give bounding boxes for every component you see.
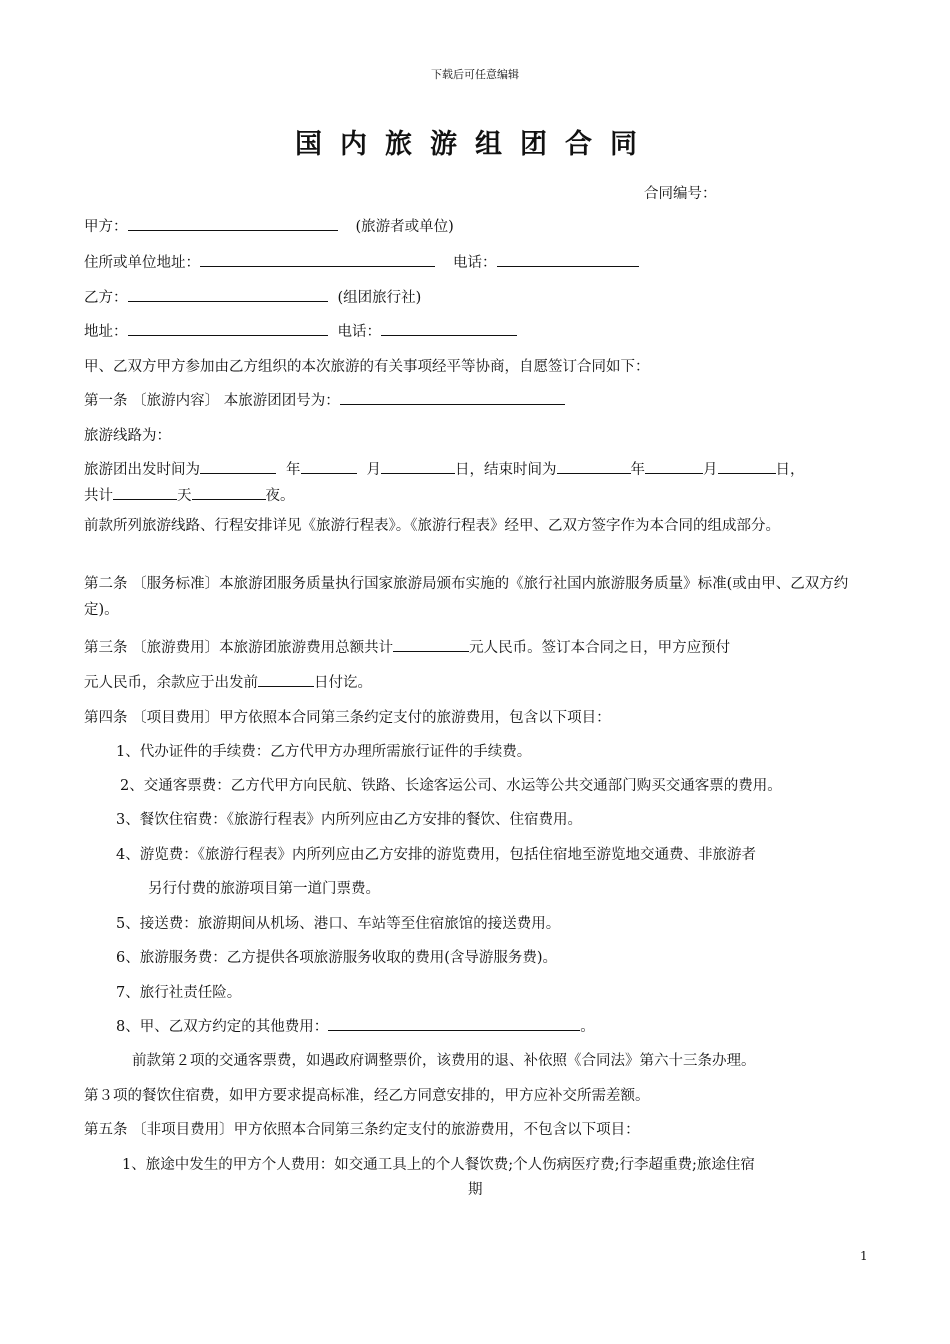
nights-blank[interactable] xyxy=(192,485,266,500)
article4-item5: 5、接送费：旅游期间从机场、港口、车站等至住宿旅馆的接送费用。 xyxy=(116,916,561,932)
day-label: 日， xyxy=(775,462,805,478)
article4-item2: 2、交通客票费：乙方代甲方向民航、铁路、长途客运公司、水运等公共交通部门购买交通客票的费用。 xyxy=(120,778,782,794)
party-a-label: 甲方： xyxy=(84,219,128,235)
article5-label: 第五条 〔非项目费用〕甲方依照本合同第三条约定支付的旅游费用，不包含以下项目： xyxy=(84,1122,640,1138)
article2-text: 第二条 〔服务标准〕本旅游团服务质量执行国家旅游局颁布实施的《旅行社国内旅游服务质量》标准(或由甲、乙双方约定)。 xyxy=(84,576,849,618)
address-b-blank[interactable] xyxy=(128,321,328,336)
year-label: 年 xyxy=(286,462,301,478)
article4-item7: 7、旅行社责任险。 xyxy=(116,985,242,1001)
address-a-blank[interactable] xyxy=(200,252,435,267)
end-year-blank[interactable] xyxy=(557,459,631,474)
phone-a-blank[interactable] xyxy=(497,252,639,267)
address-a-label: 住所或单位地址： xyxy=(84,255,200,271)
address-b-line xyxy=(84,320,517,341)
month-label: 月 xyxy=(366,462,381,478)
end-month-blank[interactable] xyxy=(645,459,703,474)
article4-item4a: 4、游览费：《旅游行程表》内所列应由乙方安排的游览费用，包括住宿地至游览地交通费、非旅游者 xyxy=(116,847,756,863)
other-fees-blank[interactable] xyxy=(328,1016,580,1031)
article4-item6: 6、旅游服务费：乙方提供各项旅游服务收取的费用(含导游服务费)。 xyxy=(116,950,558,966)
nights-label: 夜。 xyxy=(265,488,295,504)
intro-text: 甲、乙双方甲方参加由乙方组织的本次旅游的有关事项经平等协商，自愿签订合同如下： xyxy=(84,359,650,375)
article4-item8: 8、甲、乙双方约定的其他费用： xyxy=(116,1019,329,1035)
page-number: 1 xyxy=(860,1249,868,1263)
group-number-blank[interactable] xyxy=(340,390,565,405)
days-label: 天 xyxy=(177,488,192,504)
phone-b-blank[interactable] xyxy=(381,321,517,336)
article3-text3: 元人民币，余款应于出发前 xyxy=(84,675,258,691)
end-day-blank[interactable] xyxy=(718,459,776,474)
article4-label: 第四条 〔项目费用〕甲方依照本合同第三条约定支付的旅游费用，包含以下项目： xyxy=(84,710,611,726)
article4-item3: 3、餐饮住宿费：《旅游行程表》内所列应由乙方安排的餐饮、住宿费用。 xyxy=(116,812,582,828)
start-month-blank[interactable] xyxy=(301,459,357,474)
total-label: 共计 xyxy=(84,488,113,504)
article3-text2: 元人民币。签订本合同之日，甲方应预付 xyxy=(469,640,731,656)
item8-end: 。 xyxy=(580,1019,595,1035)
article3-text4: 日付讫。 xyxy=(314,675,372,691)
party-b-line xyxy=(84,286,421,307)
article1-label: 第一条 〔旅游内容〕 本旅游团团号为： xyxy=(84,393,340,409)
article4-item1: 1、代办证件的手续费：乙方代甲方办理所需旅行证件的手续费。 xyxy=(116,744,532,760)
phone-a-label: 电话： xyxy=(453,255,497,271)
party-a-blank[interactable] xyxy=(128,216,338,231)
article4-note1: 前款第２项的交通客票费，如遇政府调整票价，该费用的退、补依照《合同法》第六十三条办理。 xyxy=(132,1053,756,1069)
month-label-2: 月 xyxy=(703,462,718,478)
header-note: 下载后可任意编辑 xyxy=(431,68,519,81)
address-a-line xyxy=(84,251,639,272)
party-b-blank[interactable] xyxy=(128,287,328,302)
article1-line xyxy=(84,389,565,410)
article3-line2 xyxy=(84,671,372,692)
article4-item4b: 另行付费的旅游项目第一道门票费。 xyxy=(148,881,380,897)
year-label-2: 年 xyxy=(630,462,645,478)
start-day-blank[interactable] xyxy=(381,459,455,474)
party-a-note: (旅游者或单位) xyxy=(355,219,454,235)
party-a-line xyxy=(84,215,454,236)
article4-item8-line xyxy=(116,1015,595,1036)
article3-line1 xyxy=(84,636,730,657)
days-blank[interactable] xyxy=(113,485,177,500)
route-label: 旅游线路为： xyxy=(84,428,171,444)
end-time-label: 日，结束时间为 xyxy=(455,462,557,478)
total-days-line xyxy=(84,484,295,505)
start-year-blank[interactable] xyxy=(200,459,276,474)
article3-text1: 第三条 〔旅游费用〕本旅游团旅游费用总额共计 xyxy=(84,640,394,656)
article1-note: 前款所列旅游线路、行程安排详见《旅游行程表》。《旅游行程表》经甲、乙双方签字作为本合同的组成部分。 xyxy=(84,518,780,534)
time-start-label: 旅游团出发时间为 xyxy=(84,462,200,478)
article5-item1a: 1、旅途中发生的甲方个人费用：如交通工具上的个人餐饮费;个人伤病医疗费;行李超重费;旅途住宿 xyxy=(122,1157,755,1173)
tour-time-line xyxy=(84,458,805,479)
total-fee-blank[interactable] xyxy=(393,637,469,652)
party-b-note: (组团旅行社) xyxy=(337,290,422,306)
party-b-label: 乙方： xyxy=(84,290,128,306)
balance-days-blank[interactable] xyxy=(258,672,314,687)
contract-number-label: 合同编号： xyxy=(644,186,717,202)
document-title: 国内旅游组团合同 xyxy=(295,129,655,160)
article5-item1b: 期 xyxy=(468,1182,483,1198)
article4-note2: 第３项的餐饮住宿费，如甲方要求提高标准，经乙方同意安排的，甲方应补交所需差额。 xyxy=(84,1088,650,1104)
address-b-label: 地址： xyxy=(84,324,128,340)
phone-b-label: 电话： xyxy=(337,324,381,340)
